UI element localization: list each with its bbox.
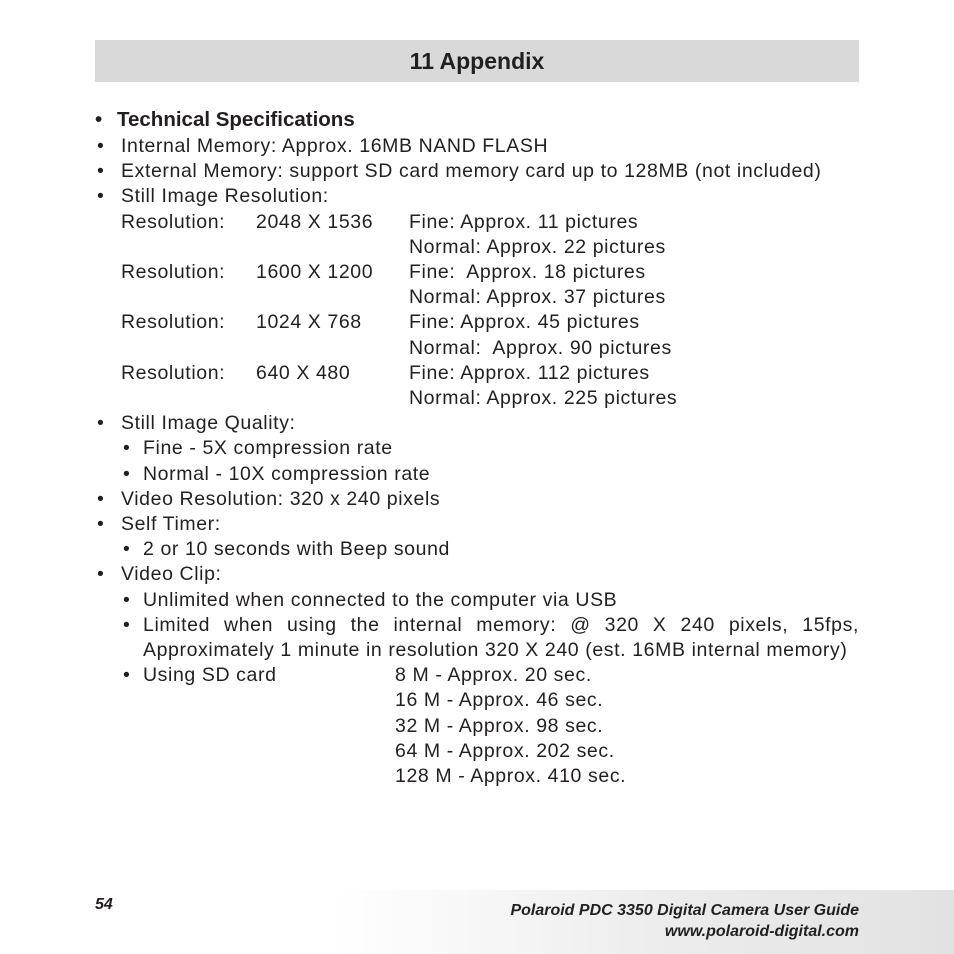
- still-quality-label: Still Image Quality:: [121, 412, 296, 435]
- guide-title: Polaroid PDC 3350 Digital Camera User Guide: [510, 902, 859, 919]
- resolution-size: 1600 X 1200: [256, 260, 374, 283]
- list-item-video-clip: [95, 562, 859, 587]
- quality-normal-text: Normal - 10X compression rate: [143, 462, 431, 485]
- resolution-fine: Fine: Approx. 11 pictures: [409, 210, 639, 233]
- bullet: •: [123, 588, 131, 611]
- sub-item-video-usb: [95, 588, 859, 613]
- sd-card-row: [95, 688, 859, 713]
- bullet: •: [97, 512, 105, 535]
- video-resolution-text: Video Resolution: 320 x 240 pixels: [121, 487, 441, 510]
- video-internal-text: Limited when using the internal memory: @ 320 X 240 pixels, 15fps, Approximately 1 minute in resolution 320 X 240 (est. 16MB internal memory): [143, 613, 859, 661]
- resolution-label: Resolution:: [121, 210, 226, 233]
- sub-item-quality-fine: [95, 436, 859, 461]
- bullet: •: [123, 613, 131, 636]
- bullet: •: [97, 135, 105, 157]
- list-item-internal-memory: [95, 134, 859, 159]
- video-clip-label: Video Clip:: [121, 563, 222, 586]
- bullet: •: [97, 563, 105, 586]
- resolution-row: [95, 260, 859, 285]
- resolution-row-normal: [95, 336, 859, 361]
- sub-item-quality-normal: [95, 462, 859, 487]
- self-timer-label: Self Timer:: [121, 512, 221, 535]
- sd-card-row: [95, 714, 859, 739]
- bullet: •: [123, 437, 131, 460]
- self-timer-text: 2 or 10 seconds with Beep sound: [143, 538, 450, 561]
- resolution-normal: Normal: Approx. 90 pictures: [409, 336, 672, 359]
- footer-text: [510, 900, 859, 942]
- sd-card-value: 64 M - Approx. 202 sec.: [395, 739, 615, 762]
- external-memory-text: External Memory: support SD card memory card up to 128MB (not included): [121, 160, 822, 183]
- list-item-external-memory: [95, 159, 859, 184]
- resolution-normal: Normal: Approx. 225 pictures: [409, 386, 678, 409]
- bullet: •: [97, 185, 105, 208]
- video-usb-text: Unlimited when connected to the computer via USB: [143, 588, 618, 611]
- page-title: 11 Appendix: [409, 47, 545, 74]
- resolution-row-normal: [95, 285, 859, 310]
- website-url: www.polaroid-digital.com: [664, 923, 859, 940]
- still-resolution-label: Still Image Resolution:: [121, 185, 329, 208]
- resolution-row: [95, 361, 859, 386]
- sd-card-value: 128 M - Approx. 410 sec.: [395, 764, 627, 787]
- list-item-self-timer: [95, 512, 859, 537]
- appendix-header-bar: [95, 40, 859, 82]
- resolution-fine: Fine: Approx. 18 pictures: [409, 260, 646, 283]
- sd-card-row: [95, 764, 859, 789]
- bullet: •: [123, 462, 131, 485]
- resolution-label: Resolution:: [121, 260, 226, 283]
- resolution-row: [95, 210, 859, 235]
- resolution-normal: Normal: Approx. 22 pictures: [409, 235, 666, 258]
- resolution-label: Resolution:: [121, 361, 226, 384]
- sd-card-row: [95, 663, 859, 688]
- resolution-size: 640 X 480: [256, 361, 351, 384]
- bullet: •: [123, 664, 131, 687]
- resolution-size: 2048 X 1536: [256, 210, 374, 233]
- bullet: •: [95, 108, 103, 131]
- bullet: •: [97, 160, 105, 183]
- resolution-row-normal: [95, 235, 859, 260]
- sd-card-value: 8 M - Approx. 20 sec.: [395, 664, 592, 687]
- sd-card-value: 32 M - Approx. 98 sec.: [395, 714, 604, 737]
- sd-card-row: [95, 739, 859, 764]
- resolution-size: 1024 X 768: [256, 311, 362, 334]
- resolution-fine: Fine: Approx. 45 pictures: [409, 311, 640, 334]
- list-item-video-resolution: [95, 487, 859, 512]
- resolution-row-normal: [95, 386, 859, 411]
- list-item-still-resolution: [95, 184, 859, 209]
- bullet: •: [97, 412, 105, 435]
- sd-card-value: 16 M - Approx. 46 sec.: [395, 689, 604, 712]
- resolution-fine: Fine: Approx. 112 pictures: [409, 361, 650, 384]
- quality-fine-text: Fine - 5X compression rate: [143, 437, 393, 460]
- list-item-still-quality: [95, 411, 859, 436]
- section-heading: [95, 104, 859, 134]
- sd-card-label: Using SD card: [143, 664, 277, 687]
- section-title: Technical Specifications: [117, 108, 355, 131]
- resolution-normal: Normal: Approx. 37 pictures: [409, 286, 666, 309]
- bullet: •: [97, 487, 105, 510]
- specifications-body: [95, 104, 859, 789]
- page-number: 54: [95, 896, 113, 913]
- sub-item-self-timer: [95, 537, 859, 562]
- bullet: •: [123, 538, 131, 561]
- sub-item-video-internal: [95, 613, 859, 663]
- resolution-label: Resolution:: [121, 311, 226, 334]
- resolution-row: [95, 310, 859, 335]
- internal-memory-text: Internal Memory: Approx. 16MB NAND FLASH: [121, 135, 549, 157]
